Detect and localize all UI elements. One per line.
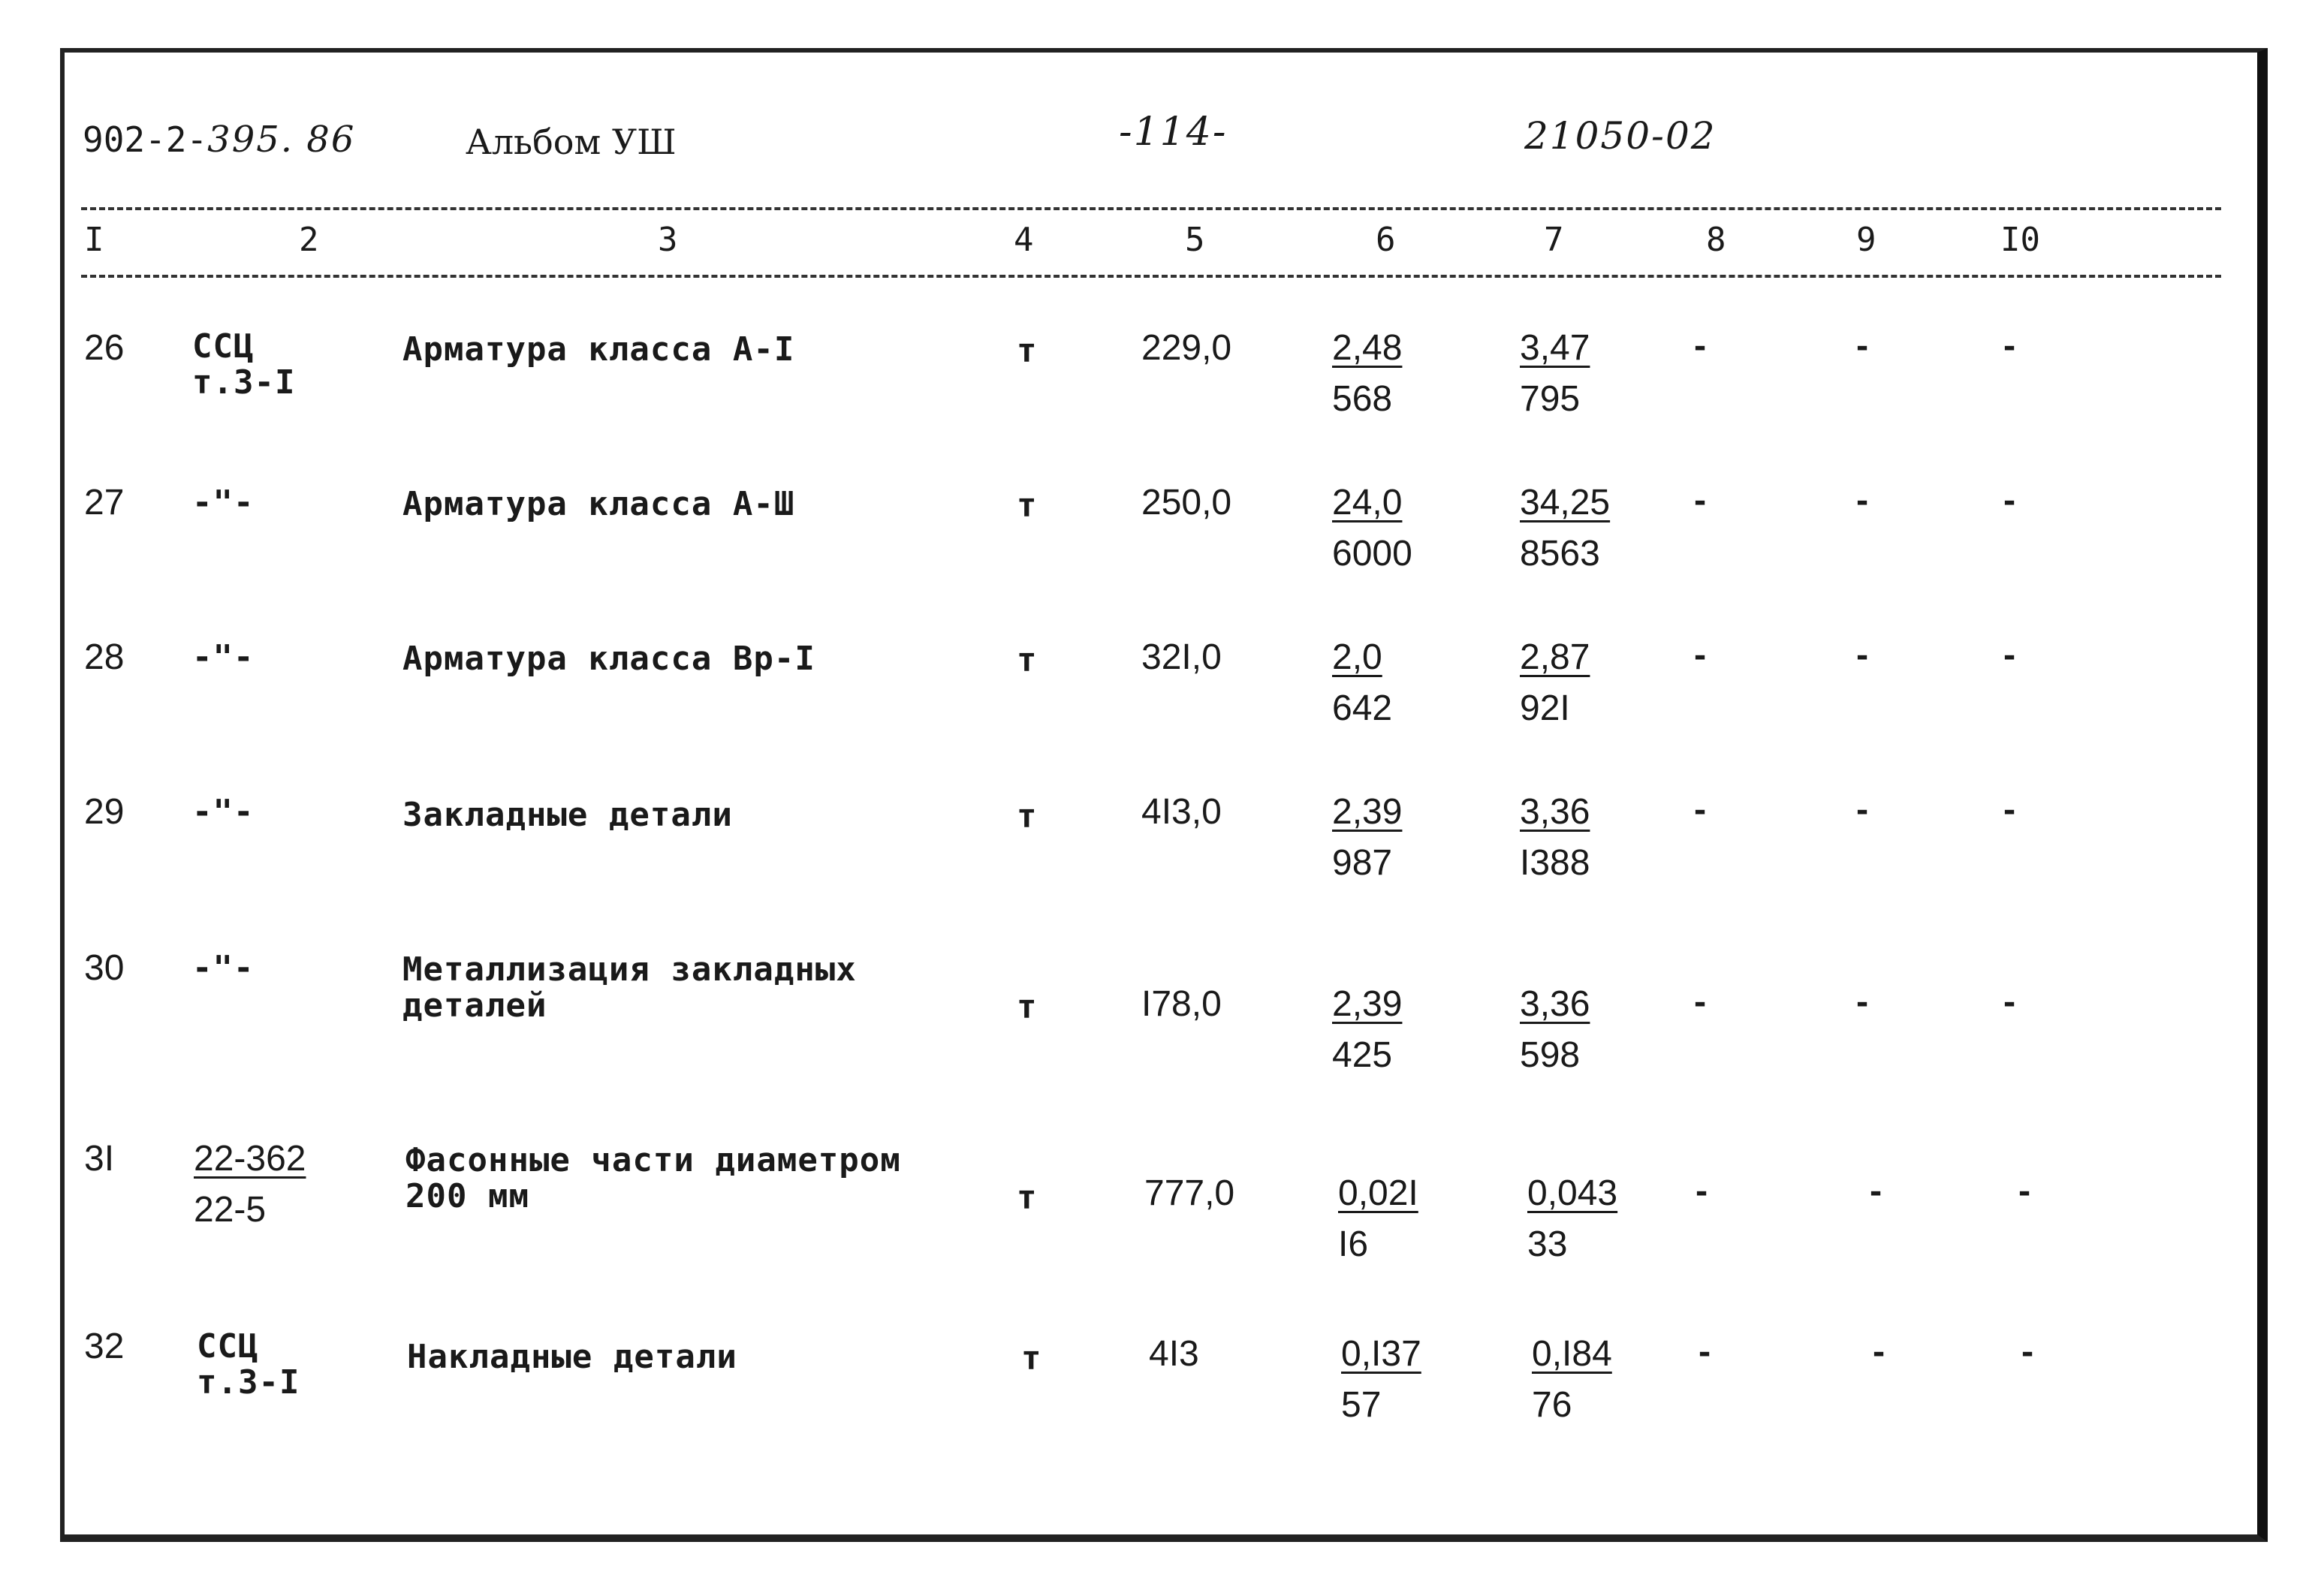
col10-dash: - [2018,1336,2037,1370]
col7-norm: 3,36 [1520,984,1590,1024]
row-reference: -"- [192,949,255,987]
col9-dash: - [1853,639,1872,673]
col-3-header: 3 [658,221,678,259]
col7-amount: 33 [1527,1224,1568,1264]
col10-dash: - [2000,793,2019,828]
row-unit: т [1021,1339,1042,1378]
row-unit: т [1017,332,1038,370]
col6-norm: 24,0 [1332,483,1403,522]
row-price: 777,0 [1144,1173,1235,1213]
col6-norm: 2,39 [1332,792,1403,832]
col6-amount: 568 [1332,379,1393,419]
col-9-header: 9 [1856,221,1876,259]
row-reference: 22-362 [194,1139,306,1179]
col9-dash: - [1853,793,1872,828]
row-name: Закладные детали [402,796,733,834]
col8-dash: - [1696,1336,1714,1370]
album-label: Альбом УШ [466,122,677,162]
row-name: Арматура класса A-I [402,330,795,369]
row-reference-line-2: 22-5 [194,1190,267,1230]
row-number: 3I [84,1139,115,1179]
col7-norm: 34,25 [1520,483,1611,522]
row-price: 229,0 [1141,328,1232,368]
col6-norm: 0,I37 [1341,1334,1421,1374]
col6-norm: 2,48 [1332,328,1403,368]
col8-dash: - [1691,639,1710,673]
row-number: 30 [84,948,125,988]
page-number: -114- [1119,110,1228,155]
row-unit: т [1017,797,1038,836]
row-name: Арматура класса Вр-I [402,640,815,678]
row-price: 4I3 [1149,1334,1199,1374]
doc-code-handwritten: 395. 86 [207,119,356,161]
row-unit: т [1017,988,1038,1026]
row-reference: -"- [192,638,255,676]
col6-norm: 0,02I [1338,1173,1418,1213]
col10-dash: - [2000,484,2019,519]
col7-norm: 3,36 [1520,792,1590,832]
header-rule-top [81,207,2221,210]
row-unit: т [1017,641,1038,679]
col6-amount: 6000 [1332,534,1412,574]
col-4-header: 4 [1014,221,1034,259]
row-name: Фасонные части диаметром [405,1141,901,1179]
col7-amount: 76 [1532,1385,1572,1425]
col-10-header: I0 [2000,221,2040,259]
col6-norm: 2,39 [1332,984,1403,1024]
row-name-line-2: 200 мм [405,1177,529,1215]
header-rule-bottom [81,275,2221,278]
col7-norm: 3,47 [1520,328,1590,368]
row-price: 32I,0 [1141,637,1222,677]
col10-dash: - [2000,639,2019,673]
col-5-header: 5 [1185,221,1205,259]
doc-code [83,119,356,161]
col9-dash: - [1867,1175,1885,1209]
col6-amount: I6 [1338,1224,1369,1264]
col-2-header: 2 [299,221,319,259]
col6-amount: 642 [1332,688,1393,728]
col9-dash: - [1853,484,1872,519]
row-reference: -"- [192,483,255,522]
col8-dash: - [1693,1175,1711,1209]
col8-dash: - [1691,484,1710,519]
col7-amount: 795 [1520,379,1581,419]
col8-dash: - [1691,793,1710,828]
row-reference: ССЦ [197,1327,259,1366]
col9-dash: - [1853,986,1872,1020]
col10-dash: - [2000,330,2019,364]
row-reference-line-2: т.3-I [192,363,296,402]
col7-amount: 8563 [1520,534,1600,574]
col7-amount: I388 [1520,843,1590,883]
col6-norm: 2,0 [1332,637,1382,677]
col7-amount: 92I [1520,688,1570,728]
col10-dash: - [2000,986,2019,1020]
col7-norm: 2,87 [1520,637,1590,677]
col-6-header: 6 [1376,221,1396,259]
col-7-header: 7 [1544,221,1564,259]
doc-code-printed: 902-2- [83,119,208,160]
row-unit: т [1017,1179,1038,1217]
col6-amount: 425 [1332,1035,1393,1075]
row-number: 32 [84,1326,125,1366]
row-number: 28 [84,637,125,677]
col-8-header: 8 [1706,221,1726,259]
row-number: 26 [84,328,125,368]
col10-dash: - [2015,1175,2034,1209]
col8-dash: - [1691,330,1710,364]
project-code: 21050-02 [1524,114,1717,158]
col9-dash: - [1853,330,1872,364]
row-reference-line-2: т.3-I [197,1363,300,1402]
row-price: 4I3,0 [1141,792,1222,832]
col9-dash: - [1870,1336,1889,1370]
row-name: Арматура класса А-Ш [402,485,795,523]
col6-amount: 987 [1332,843,1393,883]
row-name-line-2: деталей [402,986,547,1025]
col8-dash: - [1691,986,1710,1020]
col6-amount: 57 [1341,1385,1382,1425]
col7-amount: 598 [1520,1035,1581,1075]
col-1-header: I [84,221,104,259]
row-price: I78,0 [1141,984,1222,1024]
row-reference: -"- [192,793,255,831]
col7-norm: 0,043 [1527,1173,1618,1213]
row-price: 250,0 [1141,483,1232,522]
row-name: Накладные детали [407,1338,737,1376]
row-number: 27 [84,483,125,522]
row-reference: ССЦ [192,327,255,366]
row-name: Металлизация закладных [402,950,857,989]
row-unit: т [1017,486,1038,525]
col7-norm: 0,I84 [1532,1334,1612,1374]
row-number: 29 [84,792,125,832]
